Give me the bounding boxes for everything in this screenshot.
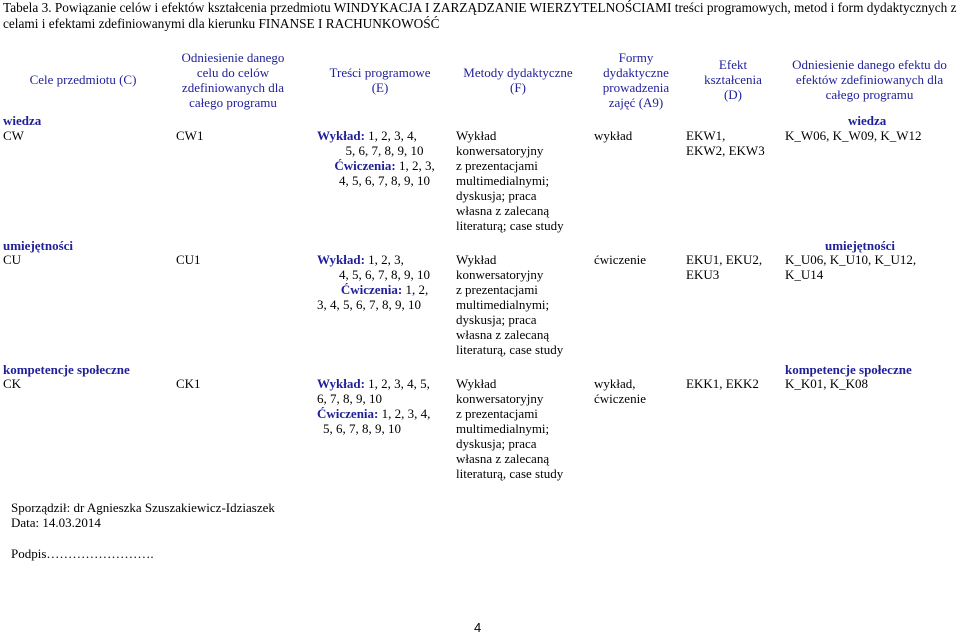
formy-line: wykład, <box>594 376 636 391</box>
tresci-line <box>317 376 452 391</box>
header-tresci-line: Treści programowe <box>329 65 431 80</box>
header-odn-ef-line: efektów zdefiniowanych dla <box>795 72 944 87</box>
tresci-line <box>317 173 452 188</box>
metody-line: Wykład <box>456 252 497 267</box>
tresci-values: 1, 2, 3, 4, <box>364 128 417 143</box>
header-odn-cel-line: celu do celów <box>196 65 270 80</box>
metody-line: konwersatoryjny <box>456 391 544 406</box>
section-wiedza-right: wiedza <box>848 113 887 128</box>
row-cu-cel: CU <box>3 252 22 267</box>
tresci-line <box>317 267 452 282</box>
efekt-line: EKW2, EKW3 <box>686 143 765 158</box>
metody-line: konwersatoryjny <box>456 143 544 158</box>
header-tresci-line: (E) <box>371 80 389 95</box>
tresci-line <box>317 282 452 297</box>
header-odn-cel-line: całego programu <box>189 95 277 110</box>
metody-line: literaturą, case study <box>456 466 564 481</box>
metody-line: literaturą; case study <box>456 218 564 233</box>
header-efekt <box>683 57 783 102</box>
tresci-values: 1, 2, 3, <box>395 158 435 173</box>
tresci-line <box>317 252 452 267</box>
row-cu-metody <box>456 252 563 357</box>
header-odn-ef-line: całego programu <box>825 87 914 102</box>
tresci-values: 5, 6, 7, 8, 9, 10 <box>345 143 424 158</box>
metody-line: multimedialnymi; <box>456 173 550 188</box>
metody-line: z prezentacjami <box>456 158 538 173</box>
row-cw-tresci <box>317 128 452 188</box>
header-odn-ef-line: Odniesienie danego efektu do <box>792 57 947 72</box>
header-cele-text: Cele przedmiotu (C) <box>29 72 137 87</box>
metody-line: dyskusja; praca <box>456 188 537 203</box>
efekt-line: EKW1, <box>686 128 726 143</box>
tresci-values: 1, 2, 3, 4, <box>378 406 431 421</box>
metody-line: z prezentacjami <box>456 406 538 421</box>
odn-efektu-line: K_U14 <box>785 267 824 282</box>
formy-line: ćwiczenie <box>594 391 646 406</box>
metody-line: własna z zalecaną <box>456 203 550 218</box>
metody-line: Wykład <box>456 128 497 143</box>
tresci-line <box>317 143 452 158</box>
tresci-label: Ćwiczenia: <box>317 406 379 421</box>
efekt-line: EKU1, EKU2, <box>686 252 763 267</box>
table-caption: Tabela 3. Powiązanie celów i efektów kształcenia przedmiotu WINDYKACJA I ZARZĄDZANIE WIERZYTELNOŚCIAMI treści programowych, metod i form dydaktycznych z celami i efektami zdefiniowanymi dla kierunku FINANSE I RACHUNKOWOŚĆ <box>3 0 957 31</box>
tresci-line <box>317 406 452 421</box>
tresci-line <box>317 297 452 312</box>
header-odniesienie-efektu <box>782 57 957 102</box>
row-cu-odn: CU1 <box>176 252 201 267</box>
tresci-line <box>317 421 452 436</box>
row-ck-efekt: EKK1, EKK2 <box>686 376 759 391</box>
header-efekt-line: (D) <box>723 87 743 102</box>
header-metody-line: (F) <box>510 80 526 95</box>
header-tresci <box>310 65 450 95</box>
header-odn-cel-line: Odniesienie danego <box>181 50 285 65</box>
header-metody <box>448 65 588 95</box>
efekt-line: EKU3 <box>686 267 720 282</box>
tresci-label: Ćwiczenia: <box>340 282 403 297</box>
header-formy-line: Formy <box>618 50 654 65</box>
footer-date: Data: 14.03.2014 <box>11 515 101 530</box>
tresci-line <box>317 158 452 173</box>
header-cele <box>18 72 148 87</box>
row-cw-formy: wykład <box>594 128 633 143</box>
tresci-values: 1, 2, <box>402 282 429 297</box>
metody-line: literaturą, case study <box>456 342 564 357</box>
header-formy <box>586 50 686 110</box>
section-wiedza: wiedza <box>3 113 42 128</box>
metody-line: własna z zalecaną <box>456 451 550 466</box>
tresci-values: 4, 5, 6, 7, 8, 9, 10 <box>339 173 430 188</box>
tresci-values: 6, 7, 8, 9, 10 <box>317 391 382 406</box>
header-efekt-line: Efekt <box>718 57 748 72</box>
tresci-line <box>317 128 452 143</box>
row-cw-efekt <box>686 128 765 158</box>
row-cu-efekt <box>686 252 762 282</box>
tresci-label: Wykład: <box>317 376 365 391</box>
header-efekt-line: kształcenia <box>704 72 762 87</box>
tresci-line <box>317 391 452 406</box>
row-ck-tresci <box>317 376 452 436</box>
row-cw-odn: CW1 <box>176 128 204 143</box>
tresci-label: Wykład: <box>317 252 365 267</box>
tresci-values: 5, 6, 7, 8, 9, 10 <box>323 421 401 436</box>
metody-line: z prezentacjami <box>456 282 538 297</box>
header-odn-cel-line: zdefiniowanych dla <box>181 80 285 95</box>
odn-efektu-line: K_U06, K_U10, K_U12, <box>785 252 917 267</box>
section-kompetencje: kompetencje społeczne <box>3 362 130 377</box>
header-odniesienie-celu <box>168 50 298 110</box>
metody-line: dyskusja; praca <box>456 436 537 451</box>
row-cu-tresci <box>317 252 452 312</box>
metody-line: własna z zalecaną <box>456 327 550 342</box>
metody-line: multimedialnymi; <box>456 297 550 312</box>
row-cu-odn-efektu <box>785 252 916 282</box>
tresci-values: 3, 4, 5, 6, 7, 8, 9, 10 <box>317 297 421 312</box>
row-ck-cel: CK <box>3 376 22 391</box>
section-umiejetnosci-right: umiejętności <box>825 238 896 253</box>
metody-line: multimedialnymi; <box>456 421 550 436</box>
footer-signature: Podpis……………………. <box>11 546 154 561</box>
row-ck-odn-efektu: K_K01, K_K08 <box>785 376 869 391</box>
header-metody-line: Metody dydaktyczne <box>463 65 573 80</box>
row-ck-metody <box>456 376 563 481</box>
row-ck-formy <box>594 376 646 406</box>
tresci-values: 1, 2, 3, 4, 5, <box>364 376 430 391</box>
metody-line: konwersatoryjny <box>456 267 544 282</box>
row-cw-odn-efektu: K_W06, K_W09, K_W12 <box>785 128 922 143</box>
section-kompetencje-right: kompetencje społeczne <box>785 362 912 377</box>
row-cu-formy: ćwiczenie <box>594 252 646 267</box>
page-number: 4 <box>474 620 482 635</box>
tresci-values: 4, 5, 6, 7, 8, 9, 10 <box>339 267 430 282</box>
row-cw-metody <box>456 128 564 233</box>
tresci-values: 1, 2, 3, <box>364 252 404 267</box>
footer-author: Sporządził: dr Agnieszka Szuszakiewicz-Idziaszek <box>11 500 275 515</box>
header-formy-line: dydaktyczne <box>603 65 669 80</box>
metody-line: dyskusja; praca <box>456 312 537 327</box>
row-ck-odn: CK1 <box>176 376 201 391</box>
section-umiejetnosci: umiejętności <box>3 238 74 253</box>
metody-line: Wykład <box>456 376 497 391</box>
tresci-label: Wykład: <box>317 128 365 143</box>
header-formy-line: zajęć (A9) <box>608 95 664 110</box>
header-formy-line: prowadzenia <box>602 80 670 95</box>
row-cw-cel: CW <box>3 128 24 143</box>
tresci-label: Ćwiczenia: <box>334 158 396 173</box>
